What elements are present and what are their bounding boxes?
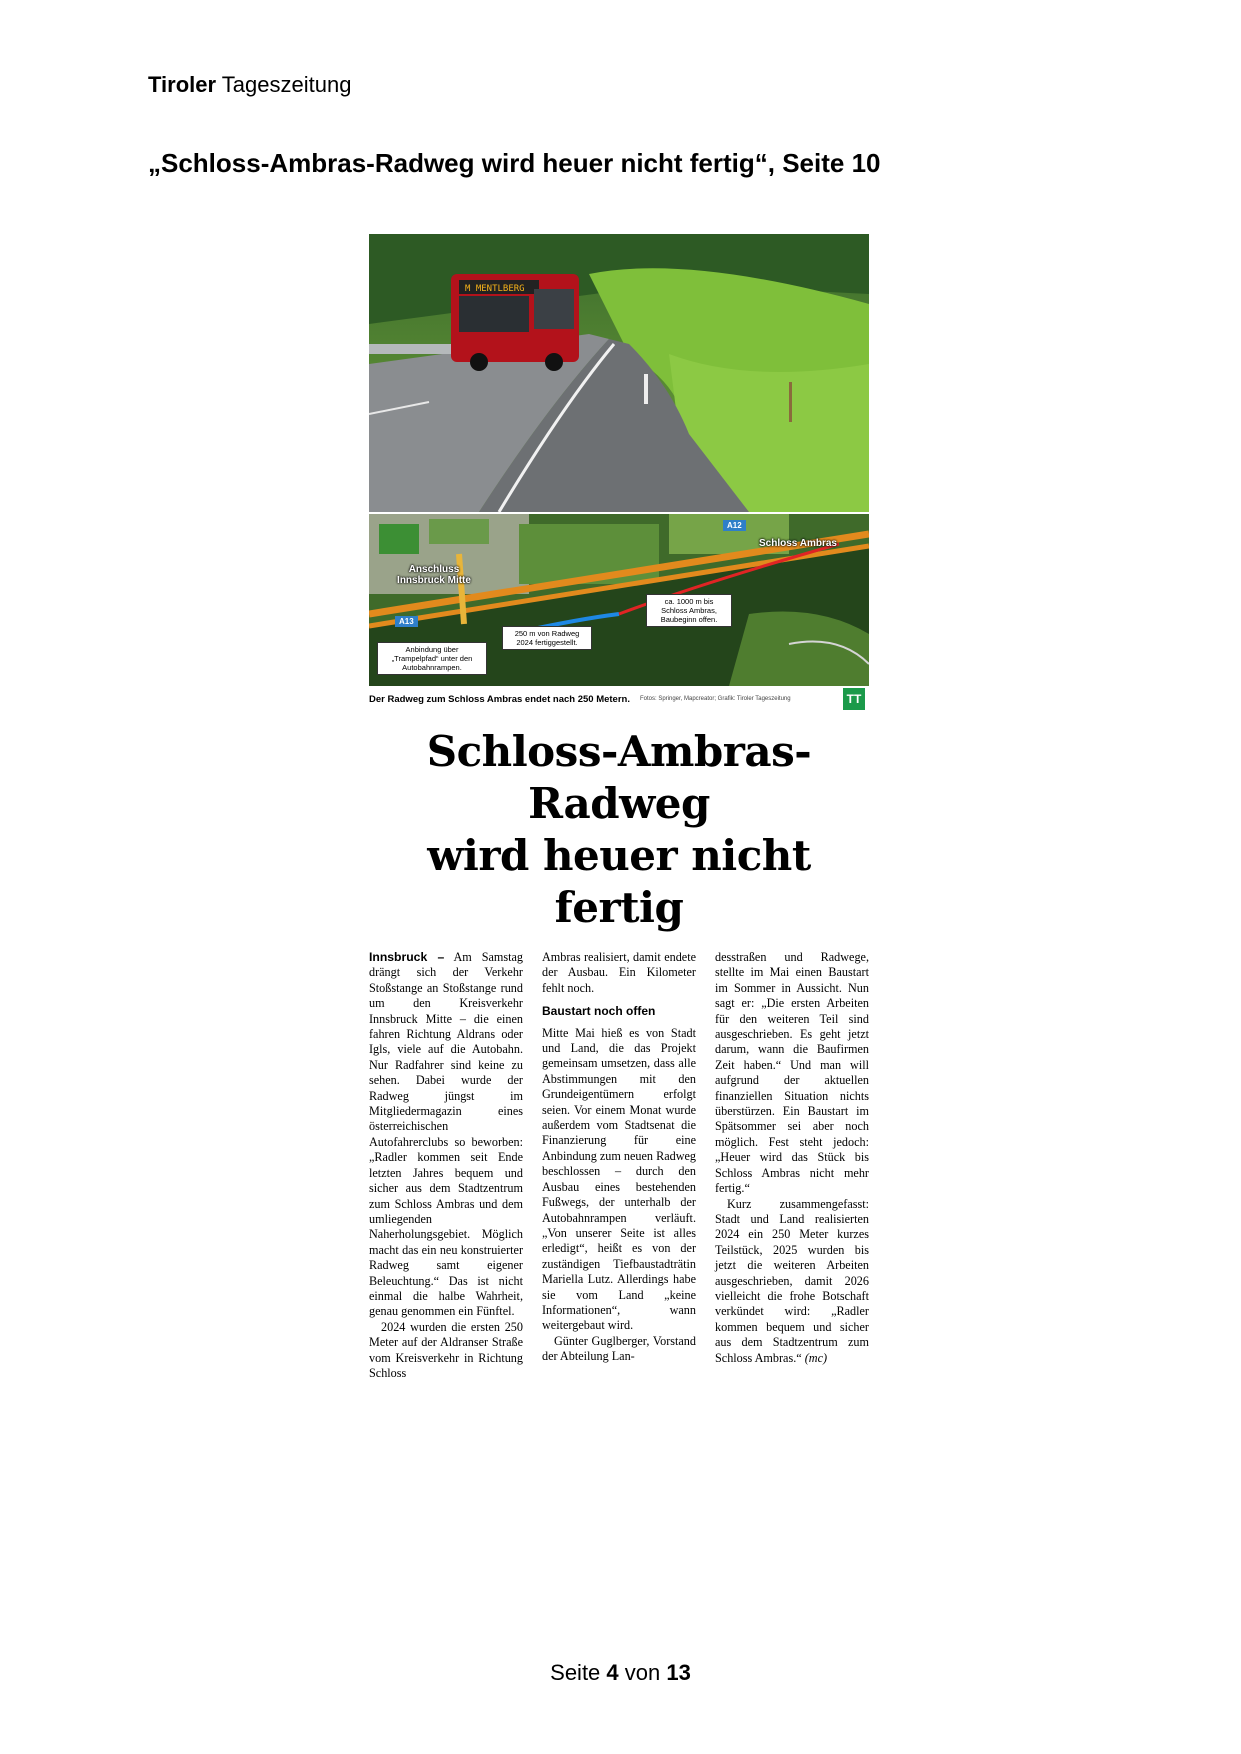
article-subhead: Baustart noch offen xyxy=(542,1004,656,1019)
column-3-text: Kurz zusammengefasst: Stadt und Land realisierten 2024 ein 250 Meter kurzes Teilstück, 2025 wurden bis jetzt die weiteren Arbeiten ausgeschrieben, damit 2026 vielleicht die frohe Botschaft verkündet wird: „Radler kommen bequem und sicher aus dem Stadtzentrum zum Schloss Ambras.“ xyxy=(715,1196,869,1365)
column-1-paragraph-2: 2024 wurden die ersten 250 Meter auf der Aldranser Straße vom Kreisverkehr in Richtung Schloss xyxy=(369,1319,523,1380)
bus-photo xyxy=(369,234,869,512)
label-anbindung: Anbindung über „Trampelpfad“ unter den Autobahnrampen. xyxy=(377,642,487,675)
article-columns xyxy=(369,950,869,1381)
caption-text: Der Radweg zum Schloss Ambras endet nach 250 Metern. xyxy=(369,693,630,705)
anschluss-label: Anschluss Innsbruck Mitte xyxy=(397,564,471,586)
column-2-paragraph-3: Günter Guglberger, Vorstand der Abteilung Lan- xyxy=(542,1333,696,1364)
footer-page-total: 13 xyxy=(666,1660,691,1685)
photo-caption xyxy=(369,686,869,712)
page-footer xyxy=(0,1660,1241,1686)
newspaper-source xyxy=(148,72,351,98)
author-initials: (mc) xyxy=(804,1350,828,1365)
article-headline xyxy=(369,726,869,934)
column-2-paragraph-1: Ambras realisiert, damit endete der Ausbau. Ein Kilometer fehlt noch. xyxy=(542,950,696,995)
column-2-paragraph-2: Mitte Mai hieß es von Stadt und Land, die das Projekt gemeinsam umsetzen, dass alle Abstimmungen mit den Grundeigentümern erfolgt seien. Vor einem Monat wurde außerdem vom Stadtsenat die Finanzierung für eine Anbindung zum neuen Radweg beschlossen – durch den Ausbau eines bestehenden Fußwegs, der unterhalb der Autobahnrampen verläuft. „Von unserer Seite ist alles erledigt“, heißt es von der zuständigen Tiefbaustadträtin Mariella Lutz. Allerdings habe sie vom Land „keine Informationen“, wann weitergebaut wird. xyxy=(542,1025,697,1333)
label-1000m: ca. 1000 m bis Schloss Ambras, Baubeginn offen. xyxy=(646,594,732,627)
article-column-3 xyxy=(715,950,869,1381)
source-bold: Tiroler xyxy=(148,72,217,97)
tt-logo: TT xyxy=(843,688,865,710)
bus-photo-illustration xyxy=(369,234,869,512)
article-column-1 xyxy=(369,950,523,1381)
column-1-text: Am Samstag drängt sich der Verkehr Stoßstange an Stoßstange rund um den Kreisverkehr Innsbruck Mitte – die einen fahren Richtung Aldrans oder Igls, viele auf die Autobahn. Nur Radfahrer sind keine zu sehen. Dabei wurde der Radweg jüngst im Mitgliedermagazin eines österreichischen Autofahrerclubs so beworben: „Radler kommen seit Ende letzten Jahres bequem und sicher aus dem Stadtzentrum zum Schloss Ambras und dem umliegenden Naherholungsgebiet. Möglich macht das ein neu konstruierter Radweg samt eigener Beleuchtung.“ Das ist nicht einmal die halbe Wahrheit, genau genommen ein Fünftel. xyxy=(369,950,523,1319)
dateline: Innsbruck – xyxy=(369,950,445,964)
source-rest: Tageszeitung xyxy=(216,72,352,97)
bus-destination-display: M MENTLBERG xyxy=(465,284,525,294)
a13-badge: A13 xyxy=(395,616,418,627)
footer-middle: von xyxy=(618,1660,667,1685)
page-title: „Schloss-Ambras-Radweg wird heuer nicht fertig“, Seite 10 xyxy=(148,148,881,178)
footer-page-number: 4 xyxy=(606,1660,619,1685)
label-250m: 250 m von Radweg 2024 fertiggestellt. xyxy=(502,626,592,650)
column-3-paragraph-2 xyxy=(715,1197,869,1366)
footer-prefix: Seite xyxy=(550,1660,607,1685)
article-column-2 xyxy=(542,950,696,1381)
route-map xyxy=(369,512,869,686)
caption-credit: Fotos: Springer, Mapcreator; Grafik: Tiroler Tageszeitung xyxy=(639,696,791,702)
schloss-ambras-label: Schloss Ambras xyxy=(759,538,837,549)
headline-line-1: Schloss-Ambras-Radweg xyxy=(426,727,812,828)
headline-line-2: wird heuer nicht fertig xyxy=(427,831,811,932)
column-3-paragraph-1: desstraßen und Radwege, stellte im Mai einen Baustart im Sommer in Aussicht. Nun sagt er: „Die ersten Arbeiten für den weiteren Teil sind ausgeschrieben. Es geht jetzt darum, wann die Baufirmen Zeit haben.“ Und man will aufgrund der aktuellen finanziellen Situation nichts überstürzen. Ein Baustart im Spätsommer sei aber noch möglich. Fest steht jedoch: „Heuer wird das Stück bis Schloss Ambras nicht mehr fertig.“ xyxy=(715,950,869,1196)
newspaper-clipping xyxy=(369,234,869,1381)
column-1-paragraph xyxy=(369,950,523,1320)
a12-badge: A12 xyxy=(723,520,746,531)
